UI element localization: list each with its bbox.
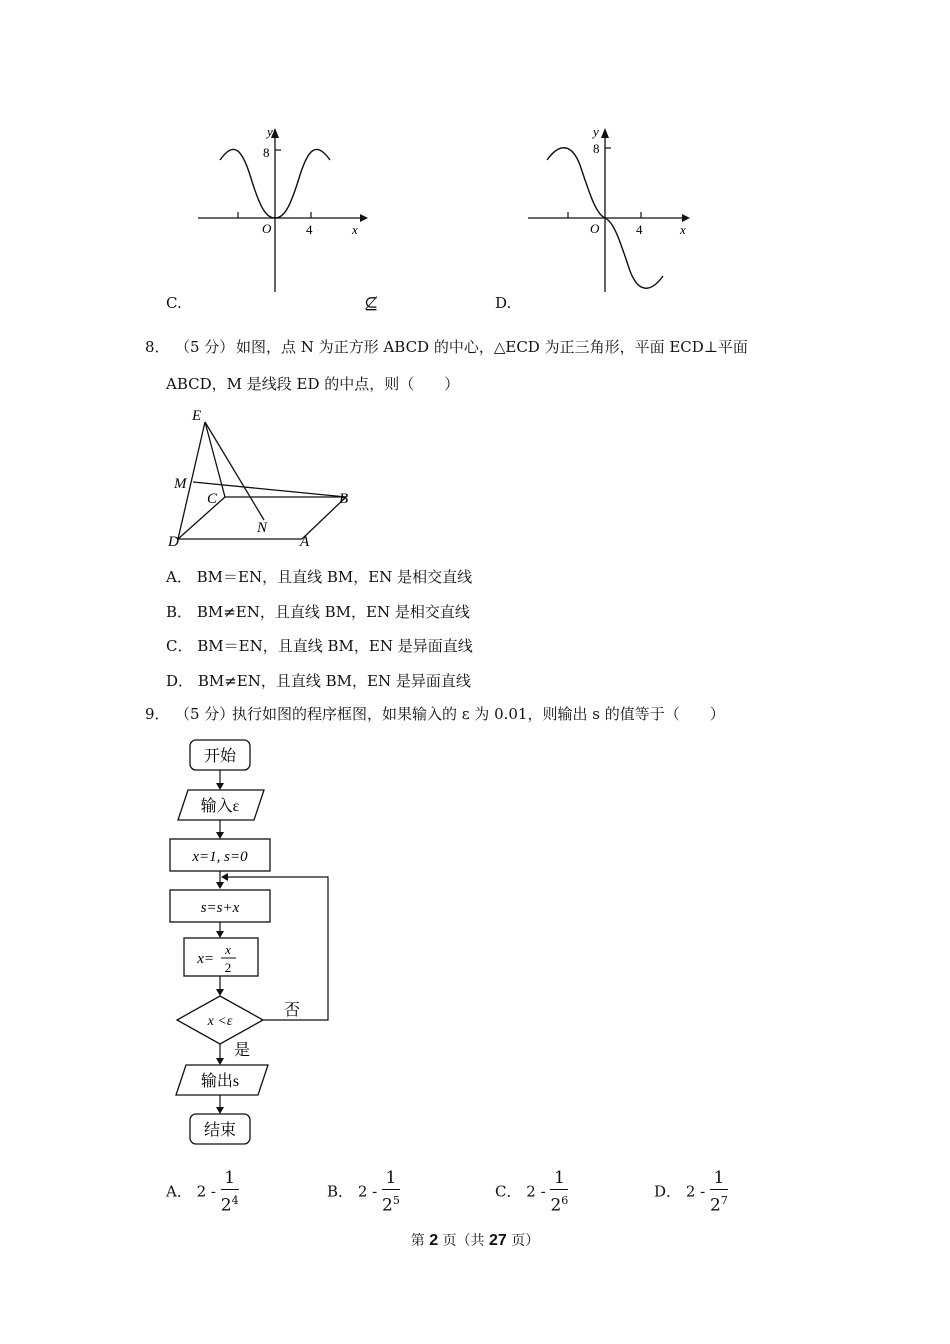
start-text: 开始: [203, 748, 237, 765]
option-text: BM≠EN，且直线 BM，EN 是异面直线: [197, 672, 471, 690]
option-prefix: 2 -: [685, 1182, 706, 1201]
q9-option-c: [495, 1168, 568, 1217]
option-fraction: [382, 1168, 400, 1217]
label-B: B: [339, 491, 349, 507]
label-D: D: [168, 534, 179, 550]
q9-score: （5 分）: [175, 705, 235, 723]
power-base: 2: [550, 1195, 562, 1216]
q8-option-a: [166, 566, 472, 587]
option-prefix: 2 -: [196, 1182, 217, 1201]
update-x-lhs: x=: [197, 951, 214, 967]
update-x-den: 2: [224, 960, 232, 975]
option-letter: B．: [166, 603, 193, 621]
y-tick-label: 8: [263, 145, 270, 160]
no-label: 否: [284, 1002, 301, 1019]
y-tick-label: 8: [593, 141, 600, 156]
x-label: x: [352, 222, 358, 237]
x-tick-label: 4: [636, 222, 643, 237]
label-A: A: [300, 534, 310, 550]
option-letter: C．: [166, 637, 193, 655]
origin-label: O: [590, 221, 600, 236]
arrow-head: [216, 1058, 224, 1065]
arrow-head: [216, 989, 224, 996]
q8-figure: [160, 400, 370, 555]
power-exponent: 4: [231, 1194, 239, 1207]
arrow-head: [216, 832, 224, 839]
option-fraction: [550, 1168, 568, 1217]
q9-option-a: [166, 1168, 239, 1217]
output-text: 输出s: [200, 1073, 240, 1090]
fraction-numerator: 1: [710, 1168, 728, 1190]
y-label: y: [593, 124, 599, 139]
option-fraction: [710, 1168, 728, 1217]
y-label: y: [267, 124, 273, 139]
label-N: N: [257, 520, 268, 536]
power-base: 2: [381, 1195, 393, 1216]
fraction-denominator: [382, 1190, 400, 1217]
fraction-numerator: 1: [550, 1168, 568, 1190]
q9-option-b: [327, 1168, 400, 1217]
y-axis-arrow: [601, 128, 609, 138]
origin-label: O: [262, 221, 272, 236]
option-letter: A．: [166, 568, 192, 586]
arrow-head: [216, 1107, 224, 1114]
q8-option-d: [166, 670, 471, 691]
update-s-text: s=s+x: [200, 900, 240, 916]
fraction-denominator: [221, 1190, 239, 1217]
option-letter: C．: [495, 1182, 522, 1201]
end-text: 结束: [203, 1122, 237, 1139]
label-M: M: [174, 476, 187, 492]
q8-stem-line1: 如图，点 N 为正方形 ABCD 的中心，△ECD 为正三角形，平面 ECD⊥平面: [236, 338, 748, 356]
x-tick-label: 4: [306, 222, 313, 237]
arrow-head: [216, 882, 224, 889]
option-text: BM≠EN，且直线 BM，EN 是相交直线: [196, 603, 470, 621]
footer-page-number: 2: [429, 1232, 439, 1249]
q9-option-d: [654, 1168, 728, 1217]
q8-option-c: [166, 635, 473, 656]
stray-symbol: ⊈: [364, 294, 379, 314]
fraction-denominator: [710, 1190, 728, 1217]
option-prefix: 2 -: [526, 1182, 546, 1201]
footer-post: 页）: [506, 1233, 540, 1249]
fraction-numerator: 1: [382, 1168, 400, 1190]
footer-page-total: 27: [489, 1232, 507, 1249]
x-axis-arrow: [682, 214, 690, 222]
footer-pre: 第: [410, 1233, 430, 1249]
edge-EC: [205, 422, 225, 497]
power-exponent: 7: [720, 1194, 728, 1207]
label-E: E: [192, 408, 202, 424]
power-exponent: 6: [561, 1194, 569, 1207]
update-x-num: x: [225, 942, 231, 957]
input-text: 输入ε: [200, 798, 240, 815]
footer-mid: 页（共: [438, 1233, 489, 1249]
arrow-head: [216, 931, 224, 938]
option-letter: D．: [166, 672, 194, 690]
power-exponent: 5: [392, 1194, 400, 1207]
q9-number: 9．: [145, 705, 170, 723]
option-prefix: 2 -: [357, 1182, 378, 1201]
graph-option-d: [520, 120, 700, 300]
q9-flowchart: [160, 730, 350, 1150]
init-text: x=1, s=0: [192, 849, 248, 865]
update-x-box: [184, 938, 258, 976]
option-fraction: [221, 1168, 239, 1217]
option-letter: A．: [166, 1182, 192, 1201]
q8-score: （5 分）: [175, 338, 235, 356]
condition-text: x <ε: [207, 1014, 233, 1029]
option-d-label: D.: [495, 294, 512, 312]
power-base: 2: [220, 1195, 232, 1216]
power-base: 2: [709, 1195, 721, 1216]
q8-number: 8．: [145, 338, 170, 356]
option-text: BM＝EN，且直线 BM，EN 是异面直线: [197, 637, 473, 655]
x-label: x: [680, 222, 686, 237]
fraction-numerator: 1: [221, 1168, 239, 1190]
option-letter: D．: [654, 1182, 682, 1201]
arrow-head: [216, 783, 224, 790]
q9-stem: 执行如图的程序框图，如果输入的 ε 为 0.01，则输出 s 的值等于（ ）: [232, 705, 725, 723]
q8-option-b: [166, 601, 470, 622]
x-axis-arrow: [360, 214, 368, 222]
fraction-denominator: [550, 1190, 568, 1217]
option-text: BM＝EN，且直线 BM，EN 是相交直线: [196, 568, 473, 586]
label-C: C: [207, 491, 218, 507]
option-letter: B．: [327, 1182, 354, 1201]
edge-DC: [178, 497, 225, 539]
q8-stem-line2: ABCD，M 是线段 ED 的中点，则（ ）: [166, 375, 460, 393]
yes-label: 是: [234, 1042, 251, 1059]
loop-arrow-head: [221, 873, 228, 881]
page-footer: [0, 1230, 950, 1250]
graph-option-c: [190, 120, 370, 300]
option-c-label: C.: [166, 294, 182, 312]
